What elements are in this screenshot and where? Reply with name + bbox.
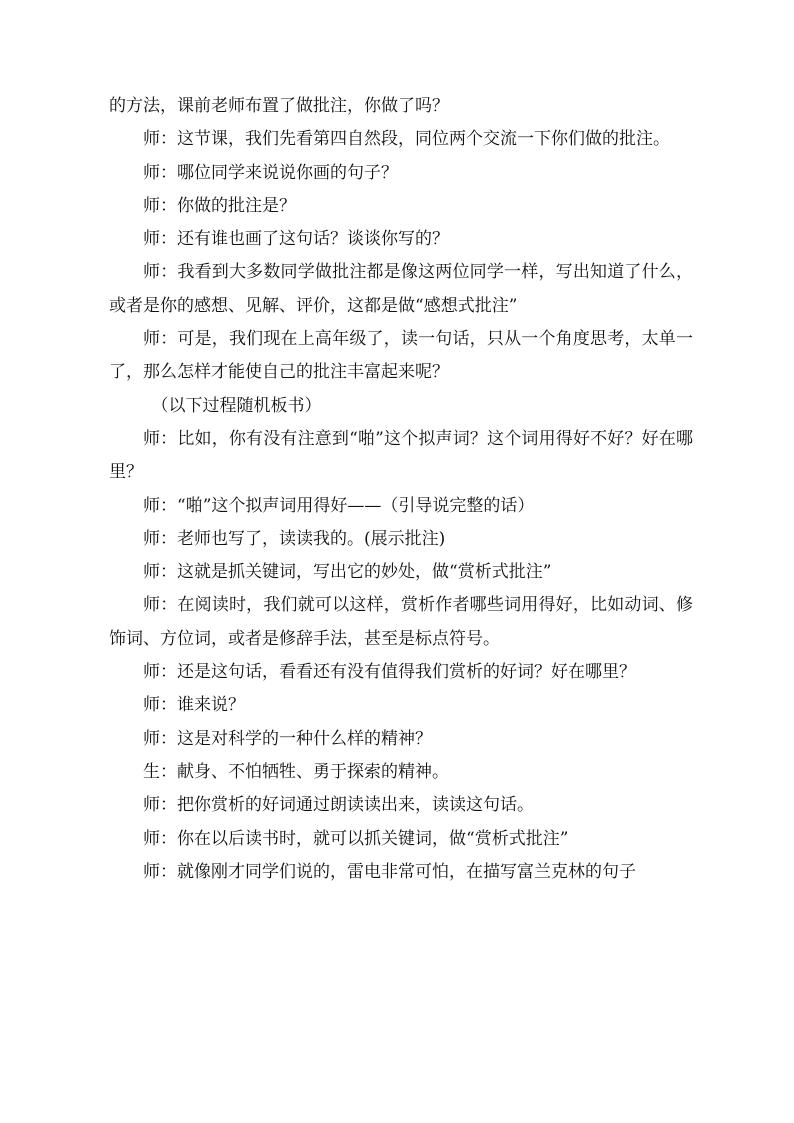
paragraph-teacher-12: 师：还是这句话，看看还有没有值得我们赏析的好词？好在哪里？ xyxy=(143,662,636,683)
document-body xyxy=(109,90,693,889)
paragraph-continuation: 的方法，课前老师布置了做批注，你做了吗？ xyxy=(109,96,449,116)
paragraph-teacher-16: 师：你在以后读书时，就可以抓关键词，做“赏析式批注” xyxy=(143,828,569,849)
paragraph-teacher-9: 师：老师也写了，读读我的。(展示批注) xyxy=(143,528,446,549)
paragraph-teacher-7: 师：比如，你有没有注意到“啪”这个拟声词？这个词用得好不好？好在哪里？ xyxy=(109,428,693,483)
paragraph-teacher-4: 师：还有谁也画了这句话？谈谈你写的？ xyxy=(143,229,449,250)
paragraph-teacher-6: 师：可是，我们现在上高年级了，读一句话，只从一个角度思考，太单一了，那么怎样才能使自己的批注丰富起来呢？ xyxy=(109,329,693,383)
paragraph-teacher-10: 师：这就是抓关键词，写出它的妙处，做“赏析式批注” xyxy=(143,562,552,583)
paragraph-teacher-11: 师：在阅读时，我们就可以这样，赏析作者哪些词用得好，比如动词、修饰词、方位词，或者是修辞手法，甚至是标点符号。 xyxy=(109,595,693,649)
paragraph-teacher-17: 师：就像刚才同学们说的，雷电非常可怕，在描写富兰克林的句子 xyxy=(143,861,636,882)
paragraph-teacher-5: 师：我看到大多数同学做批注都是像这两位同学一样，写出知道了什么，或者是你的感想、见解、评价，这都是做“感想式批注” xyxy=(109,262,693,316)
paragraph-teacher-14: 师：这是对科学的一种什么样的精神？ xyxy=(143,728,432,749)
paragraph-board-note: （以下过程随机板书） xyxy=(151,395,322,416)
paragraph-teacher-3: 师：你做的批注是？ xyxy=(143,195,296,216)
paragraph-teacher-15: 师：把你赏析的好词通过朗读读出来，读读这句话。 xyxy=(143,795,534,816)
paragraph-teacher-13: 师：谁来说？ xyxy=(143,695,245,716)
paragraph-teacher-2: 师：哪位同学来说说你画的句子？ xyxy=(143,162,398,183)
paragraph-teacher-1: 师：这节课，我们先看第四自然段，同位两个交流一下你们做的批注。 xyxy=(143,129,670,150)
paragraph-teacher-8: 师：“啪”这个拟声词用得好——（引导说完整的话） xyxy=(143,495,535,516)
paragraph-student-1: 生：献身、不怕牺牲、勇于探索的精神。 xyxy=(143,761,449,782)
